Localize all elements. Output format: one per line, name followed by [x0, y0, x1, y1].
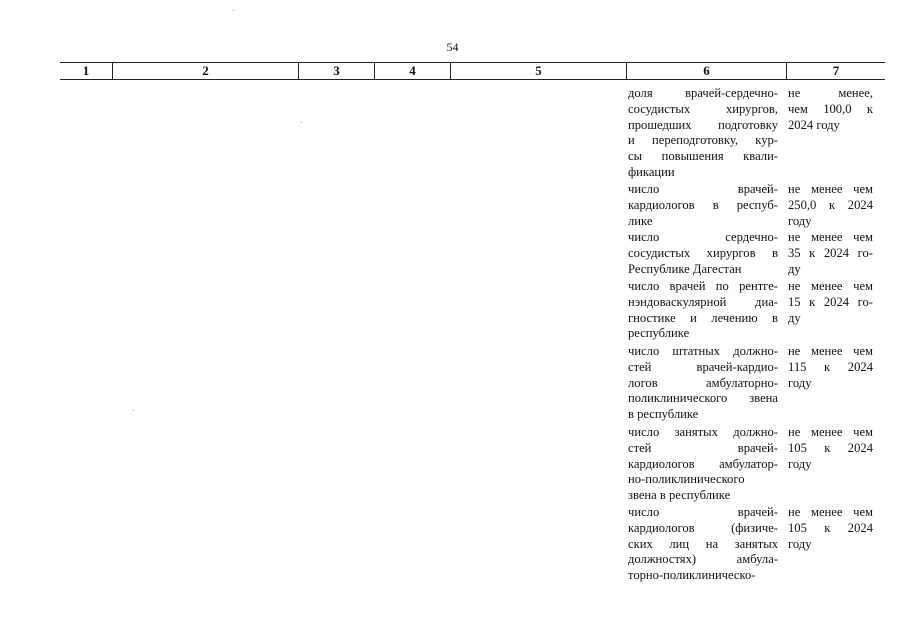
indicator-line: Республике Дагестан — [628, 261, 742, 276]
target-line: не менее чем — [788, 425, 873, 439]
target-line: 115 к 2024 — [788, 359, 873, 374]
target-value-cell — [788, 230, 873, 277]
indicator-line: кардиологов амбулатор- — [628, 456, 778, 471]
indicator-line: число врачей- — [628, 182, 778, 196]
target-line: 250,0 к 2024 — [788, 197, 873, 212]
indicator-line: прошедших подготовку — [628, 117, 778, 132]
header-col-2: 2 — [112, 63, 298, 79]
target-line: не менее чем — [788, 230, 873, 244]
indicator-line: лике — [628, 213, 653, 228]
indicator-line: но-поликлинического — [628, 472, 745, 487]
target-value-cell — [788, 505, 873, 552]
indicator-line: число занятых должно- — [628, 425, 778, 439]
indicator-line: должностях) амбула- — [628, 552, 778, 567]
indicator-line: республике — [628, 326, 690, 341]
indicator-line: нэндоваскулярной диа- — [628, 294, 778, 309]
target-line: 2024 году — [788, 117, 840, 132]
indicator-line: гностике и лечению в — [628, 310, 778, 325]
target-line: не менее чем — [788, 182, 873, 196]
indicator-line: звена в республике — [628, 488, 731, 503]
target-line: 105 к 2024 — [788, 520, 873, 535]
target-line: ду — [788, 261, 801, 276]
indicator-cell — [628, 505, 778, 584]
indicator-line: сы повышения квали- — [628, 149, 778, 164]
indicator-line: сосудистых хирургов в — [628, 245, 778, 260]
target-value-cell — [788, 86, 873, 133]
indicator-line: доля врачей-сердечно- — [628, 86, 778, 100]
header-col-5: 5 — [450, 63, 626, 79]
target-line: не менее чем — [788, 505, 873, 519]
indicator-line: логов амбулаторно- — [628, 375, 778, 390]
indicator-cell — [628, 230, 778, 277]
indicator-line: поликлинического звена — [628, 391, 778, 406]
indicator-line: торно-поликлиническо- — [628, 568, 756, 583]
indicator-cell — [628, 344, 778, 423]
target-line: не менее чем — [788, 279, 873, 293]
indicator-line: число сердечно- — [628, 230, 778, 244]
indicator-line: стей врачей-кардио- — [628, 359, 778, 374]
indicator-line: стей врачей- — [628, 440, 778, 455]
table-header-row — [60, 62, 885, 80]
indicator-line: кардиологов в респуб- — [628, 197, 778, 212]
header-col-7: 7 — [786, 63, 885, 79]
indicator-cell — [628, 279, 778, 342]
target-value-cell — [788, 344, 873, 391]
target-line: году — [788, 536, 812, 551]
indicator-line: сосудистых хирургов, — [628, 101, 778, 116]
target-line: 15 к 2024 го- — [788, 294, 873, 309]
target-line: 105 к 2024 — [788, 440, 873, 455]
target-line: году — [788, 213, 812, 228]
indicator-line: и переподготовку, кур- — [628, 133, 778, 148]
target-line: году — [788, 456, 812, 471]
indicator-line: ских лиц на занятых — [628, 536, 778, 551]
indicator-line: в республике — [628, 407, 699, 422]
indicator-line: фикации — [628, 164, 675, 179]
indicator-line: кардиологов (физиче- — [628, 520, 778, 535]
target-line: чем 100,0 к — [788, 101, 873, 116]
header-col-4: 4 — [374, 63, 450, 79]
target-value-cell — [788, 182, 873, 229]
target-line: не менее чем — [788, 344, 873, 358]
header-col-3: 3 — [298, 63, 374, 79]
header-col-1: 1 — [82, 63, 90, 78]
page-number: 54 — [446, 40, 459, 54]
indicator-cell — [628, 425, 778, 504]
indicator-line: число врачей- — [628, 505, 778, 519]
indicator-cell — [628, 182, 778, 229]
target-line: году — [788, 375, 812, 390]
header-col-6: 6 — [626, 63, 786, 79]
indicator-line: число врачей по рентге- — [628, 279, 778, 293]
target-value-cell — [788, 279, 873, 326]
target-value-cell — [788, 425, 873, 472]
target-line: 35 к 2024 го- — [788, 245, 873, 260]
target-line: ду — [788, 310, 801, 325]
indicator-cell — [628, 86, 778, 181]
indicator-line: число штатных должно- — [628, 344, 778, 358]
target-line: не менее, — [788, 86, 873, 100]
